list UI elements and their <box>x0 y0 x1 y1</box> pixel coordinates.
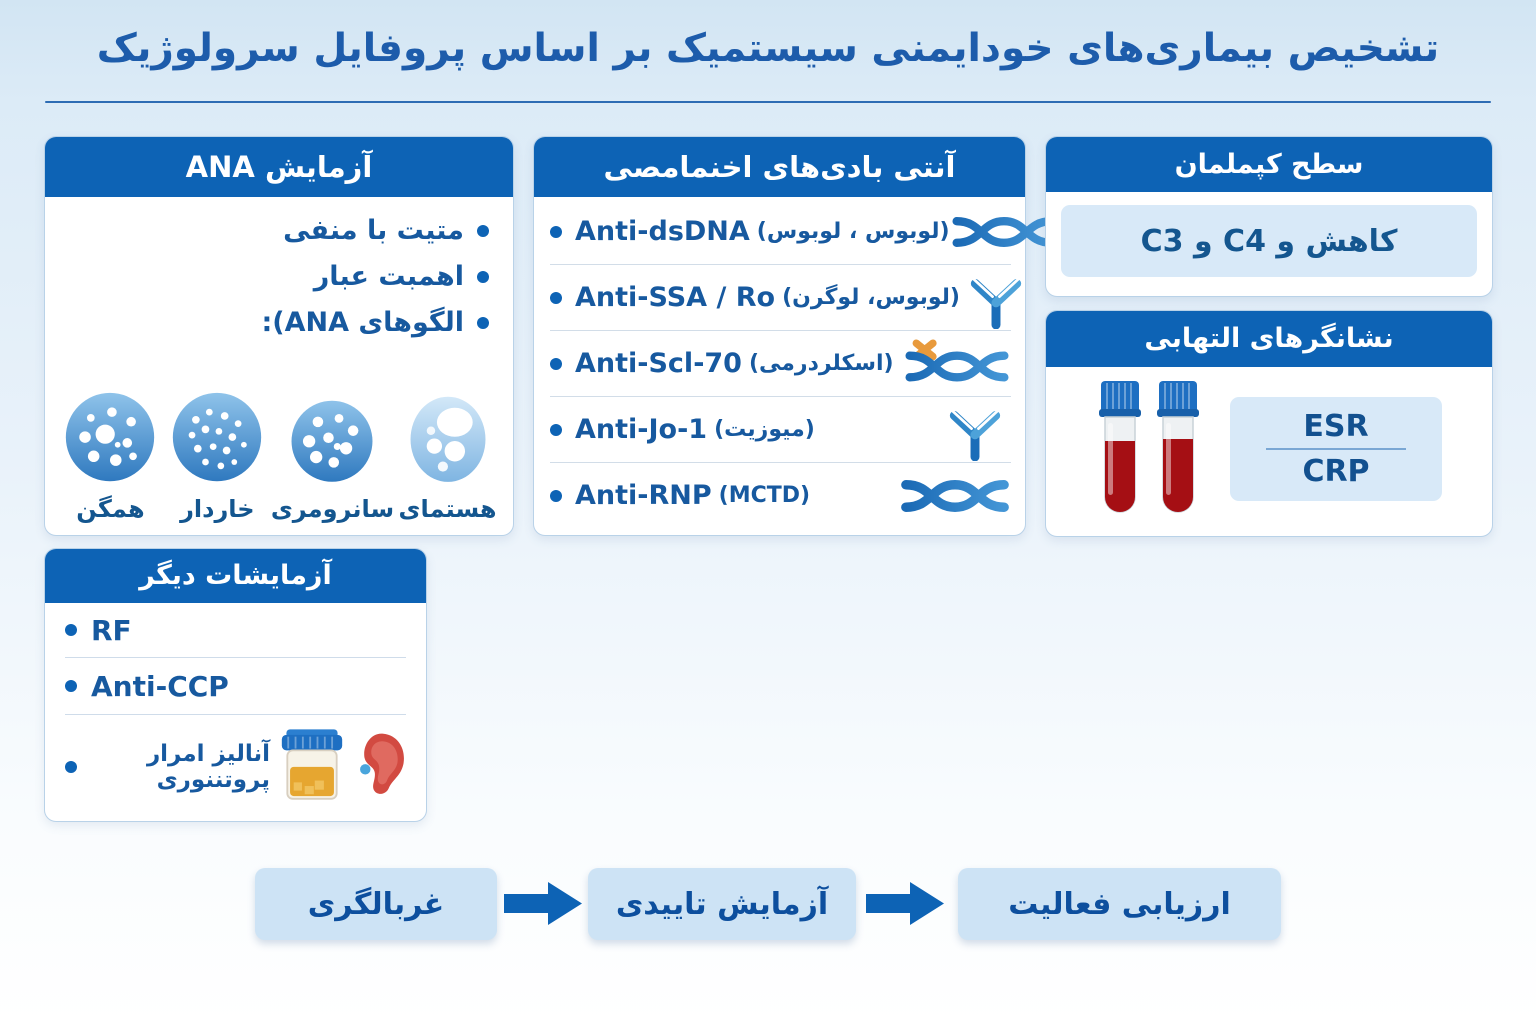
antibody-name: Anti-SSA / Ro <box>575 282 776 313</box>
ana-pattern-speckled-icon <box>167 391 267 487</box>
list-item <box>45 307 489 338</box>
antibody-association: (اسکلردرمی) <box>748 351 894 376</box>
blood-tube-icon <box>1154 379 1202 519</box>
bullet-icon <box>65 680 77 692</box>
antibody-association: (MCTD) <box>718 483 811 508</box>
bullet-icon <box>550 358 562 370</box>
bullet-icon <box>550 292 562 304</box>
bullet-icon <box>65 761 77 773</box>
blood-tube-icon <box>1096 379 1144 519</box>
ana-pattern-row <box>57 391 501 523</box>
marker-divider <box>1266 448 1406 450</box>
esr-label: ESR <box>1303 408 1369 444</box>
flow-step-activity-assessment: ارزیابی فعالیت <box>958 868 1281 940</box>
other-test-row <box>65 603 406 658</box>
urine-cup-icon <box>280 725 344 809</box>
arrow-right-icon <box>504 880 582 927</box>
antibody-association: (میوزیت) <box>714 417 815 442</box>
antibodies-card-header: آنتی بادی‌های اخنمامصی <box>534 137 1025 197</box>
antibody-row <box>550 397 1011 463</box>
other-test-label: Anti-CCP <box>91 669 229 703</box>
dna-scl70-icon <box>903 336 1011 392</box>
antibody-name: Anti-Scl-70 <box>575 348 742 379</box>
ana-pattern-label: هستمای <box>398 495 497 523</box>
other-test-row <box>65 658 406 715</box>
bullet-icon <box>477 271 489 283</box>
antibody-row <box>550 463 1011 528</box>
ana-bullet-text: متیت با منفی <box>283 215 464 246</box>
ana-bullet-text: اهمبت عبار <box>313 261 464 292</box>
complement-card-header: سطح کپملمان <box>1046 137 1492 192</box>
ana-pattern-homogeneous <box>57 391 164 523</box>
antibody-name: Anti-Jo-1 <box>575 414 708 445</box>
flow-step-confirmatory-test: آزمایش تاییدی <box>588 868 856 940</box>
crp-label: CRP <box>1302 454 1370 489</box>
ana-pattern-speckled <box>164 391 271 523</box>
ana-pattern-centromere-icon <box>287 399 377 487</box>
ana-pattern-nucleolar-icon <box>405 395 491 487</box>
specific-antibodies-card <box>533 136 1026 536</box>
ana-pattern-nucleolar <box>394 395 501 523</box>
blood-tubes <box>1096 379 1202 519</box>
kidney-icon <box>354 731 406 803</box>
ana-pattern-centromere <box>271 399 394 523</box>
bullet-icon <box>65 624 77 636</box>
bullet-icon <box>550 424 562 436</box>
other-test-label: آنالیز امرار پروتننوری <box>146 741 270 793</box>
ana-pattern-label: همگن <box>76 495 145 523</box>
complement-level-card <box>1045 136 1493 297</box>
antibody-association: (لوبوس ، لوبوس) <box>756 219 950 244</box>
ana-pattern-label: خاردار <box>180 495 255 523</box>
ana-bullet-text: الگوهای ANA): <box>261 307 464 338</box>
ana-bullet-list <box>45 215 489 338</box>
dna-icon <box>950 207 1058 257</box>
antibody-icon <box>960 267 1032 329</box>
antibody-icon <box>939 399 1011 461</box>
arrow-right-icon <box>866 880 944 927</box>
flow-step-screening: غربالگری <box>255 868 497 940</box>
other-test-row <box>65 715 406 819</box>
other-test-label: RF <box>91 613 132 647</box>
complement-value-box: کاهش و C4 و C3 <box>1061 205 1477 277</box>
bullet-icon <box>550 226 562 238</box>
list-item <box>45 261 489 292</box>
list-item <box>45 215 489 246</box>
dna-icon <box>899 470 1011 522</box>
page-title: تشخیص بیماری‌های خودایمنی سیستمیک بر اساس پروفایل سرولوژیک <box>96 26 1440 71</box>
other-tests-card <box>44 548 427 822</box>
bullet-icon <box>477 225 489 237</box>
inflammatory-markers-box <box>1230 397 1442 501</box>
ana-pattern-label: سانرومری <box>270 495 395 523</box>
inflammatory-card-header: نشانگرهای التهابی <box>1046 311 1492 367</box>
ana-test-card <box>44 136 514 536</box>
antibody-list <box>534 197 1025 528</box>
ana-pattern-homogeneous-icon <box>60 391 160 487</box>
antibody-row <box>550 265 1011 331</box>
bullet-icon <box>550 490 562 502</box>
antibody-association: (لوبوس، لوگرن) <box>782 285 960 310</box>
other-tests-header: آزمایشات دیگر <box>45 549 426 603</box>
antibody-row <box>550 199 1011 265</box>
ana-card-header: آزمایش ANA <box>45 137 513 197</box>
antibody-name: Anti-dsDNA <box>575 216 750 247</box>
antibody-name: Anti-RNP <box>575 480 712 511</box>
title-divider <box>45 101 1491 103</box>
bullet-icon <box>477 317 489 329</box>
antibody-row <box>550 331 1011 397</box>
inflammatory-markers-card <box>1045 310 1493 537</box>
